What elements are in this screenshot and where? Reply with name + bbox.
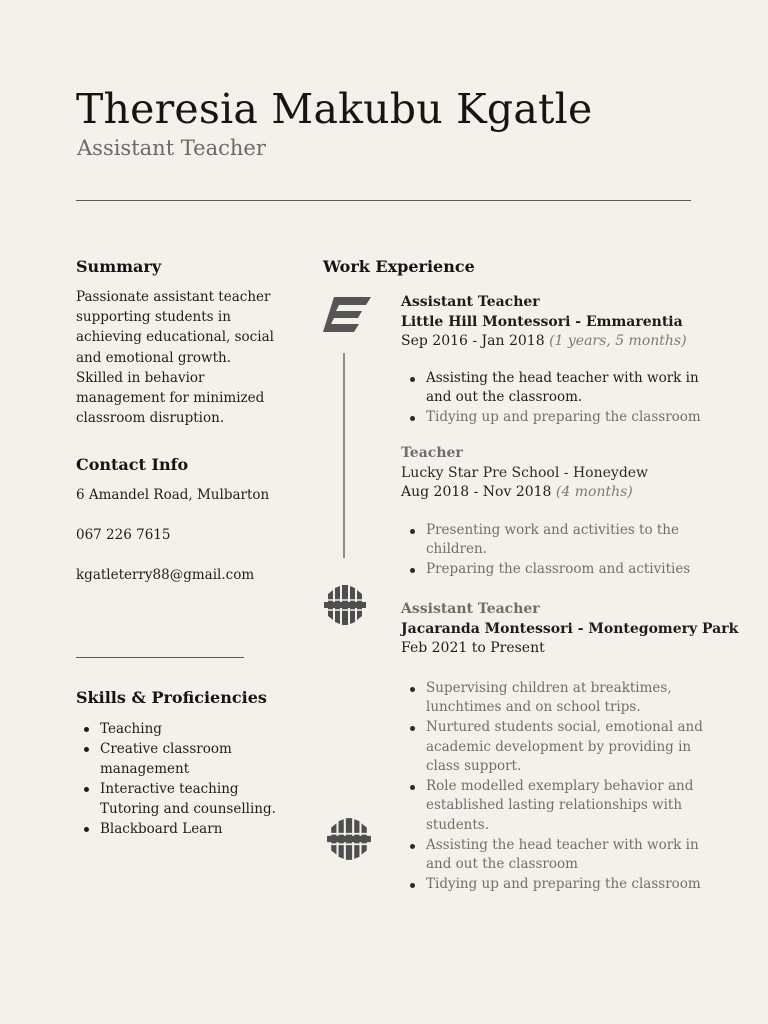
job-title: Assistant Teacher bbox=[401, 294, 540, 310]
resume-role: Assistant Teacher bbox=[77, 136, 266, 160]
lattice-emblem-icon bbox=[326, 817, 372, 861]
job-company: Jacaranda Montessori - Montegomery Park bbox=[401, 620, 739, 637]
job-duration: (1 years, 5 months) bbox=[549, 333, 687, 350]
job-company: Little Hill Montessori - Emmarentia bbox=[401, 313, 683, 330]
contact-phone: 067 226 7615 bbox=[76, 527, 171, 543]
job-dates bbox=[401, 483, 721, 503]
resume-name: Theresia Makubu Kgatle bbox=[76, 85, 593, 133]
job-title: Assistant Teacher bbox=[401, 601, 540, 617]
skills-heading: Skills & Proficiencies bbox=[76, 688, 267, 707]
duty-item: Supervising children at breaktimes, lunchtimes and on school trips. bbox=[426, 679, 716, 718]
skill-item: Blackboard Learn bbox=[100, 819, 300, 839]
duty-item: Role modelled exemplary behavior and established lasting relationships with students. bbox=[426, 777, 716, 836]
duty-item: Tidying up and preparing the classroom bbox=[426, 408, 716, 428]
duty-item: Nurtured students social, emotional and academic development by providing in class support. bbox=[426, 718, 716, 777]
contact-address: 6 Amandel Road, Mulbarton bbox=[76, 487, 270, 503]
duty-item: Tidying up and preparing the classroom bbox=[426, 875, 716, 895]
job-duration: (4 months) bbox=[555, 484, 633, 501]
lattice-emblem-icon bbox=[323, 584, 367, 626]
contact-email: kgatleterry88@gmail.com bbox=[76, 567, 255, 583]
skill-item: Teaching bbox=[100, 719, 300, 739]
summary-heading: Summary bbox=[76, 257, 162, 276]
duty-item: Assisting the head teacher with work in and out the classroom bbox=[426, 836, 716, 875]
duty-item: Assisting the head teacher with work in and out the classroom. bbox=[426, 369, 716, 408]
skill-item: Interactive teaching Tutoring and counselling. bbox=[100, 779, 300, 819]
header-divider bbox=[76, 200, 691, 201]
job-dates bbox=[401, 639, 721, 659]
job-date-range: Feb 2021 to Present bbox=[401, 640, 545, 657]
contact-heading: Contact Info bbox=[76, 455, 189, 474]
skill-item: Creative classroom management bbox=[100, 739, 300, 779]
timeline-connector bbox=[343, 353, 345, 558]
job-company: Lucky Star Pre School - Honeydew bbox=[401, 464, 649, 481]
summary-text: Passionate assistant teacher supporting students in achieving educational, social and emotional growth. Skilled in behavior management for minimized classroom disruption. bbox=[76, 289, 274, 427]
job-duties bbox=[401, 679, 721, 895]
job-duties bbox=[401, 521, 721, 580]
job-dates bbox=[401, 332, 721, 352]
job-title: Teacher bbox=[401, 445, 463, 461]
duty-item: Preparing the classroom and activities bbox=[426, 560, 716, 580]
job-entry bbox=[401, 444, 721, 580]
job-entry bbox=[401, 600, 739, 894]
duty-item: Presenting work and activities to the children. bbox=[426, 521, 716, 560]
stylized-e-logo-icon bbox=[322, 296, 372, 334]
job-entry bbox=[401, 293, 721, 428]
job-date-range: Aug 2018 - Nov 2018 bbox=[401, 484, 552, 501]
job-duties bbox=[401, 369, 721, 428]
job-date-range: Sep 2016 - Jan 2018 bbox=[401, 333, 545, 350]
skills-list bbox=[76, 719, 300, 839]
work-heading: Work Experience bbox=[323, 257, 475, 276]
left-divider bbox=[76, 657, 244, 658]
